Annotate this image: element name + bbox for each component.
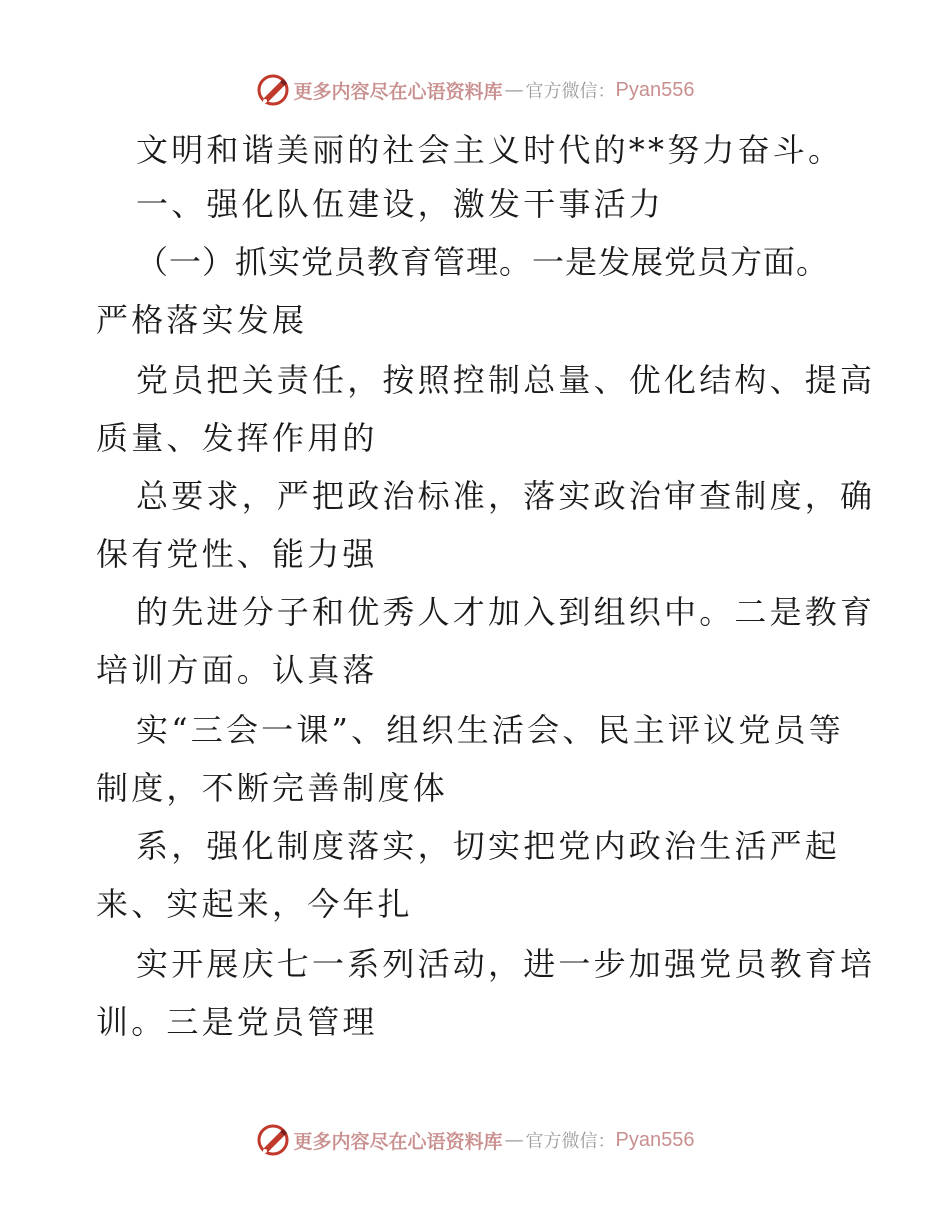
body-line-4: 严格落实发展 <box>96 301 308 339</box>
banner-separator: — <box>504 1129 524 1151</box>
banner-separator: — <box>504 79 524 101</box>
body-line-10: 培训方面。认真落 <box>96 651 378 689</box>
body-line-14: 来、实起来，今年扎 <box>96 885 413 923</box>
banner-official-text: 官方微信： <box>525 81 616 102</box>
pen-logo-icon <box>256 73 290 107</box>
banner-site-text: 更多内容尽在心语资料库 <box>293 80 503 103</box>
body-line-16: 训。三是党员管理 <box>96 1003 378 1041</box>
banner-site-text: 更多内容尽在心语资料库 <box>293 1130 503 1153</box>
body-line-6: 质量、发挥作用的 <box>96 419 378 457</box>
body-line-7: 总要求，严把政治标准，落实政治审查制度，确 <box>136 477 876 515</box>
body-line-9: 的先进分子和优秀人才加入到组织中。二是教育 <box>136 593 876 631</box>
banner-wechat-id: Pyan556 <box>615 78 695 101</box>
footer-watermark-banner <box>0 1120 950 1160</box>
banner-wechat-id: Pyan556 <box>615 1128 695 1151</box>
body-line-2: 一、强化队伍建设，激发干事活力 <box>136 185 665 223</box>
body-line-1: 文明和谐美丽的社会主义时代的**努力奋斗。 <box>136 131 844 169</box>
body-line-5: 党员把关责任，按照控制总量、优化结构、提高 <box>136 361 876 399</box>
body-line-11: 实“三会一课”、组织生活会、民主评议党员等 <box>136 711 844 749</box>
body-line-13: 系，强化制度落实，切实把党内政治生活严起 <box>136 827 841 865</box>
header-watermark-banner <box>0 70 950 110</box>
pen-logo-icon <box>256 1123 290 1157</box>
body-line-8: 保有党性、能力强 <box>96 535 378 573</box>
banner-official-text: 官方微信： <box>525 1131 616 1152</box>
body-line-15: 实开展庆七一系列活动，进一步加强党员教育培 <box>136 945 876 983</box>
body-line-12: 制度，不断完善制度体 <box>96 769 449 807</box>
body-line-3: （一）抓实党员教育管理。一是发展党员方面。 <box>136 243 830 281</box>
